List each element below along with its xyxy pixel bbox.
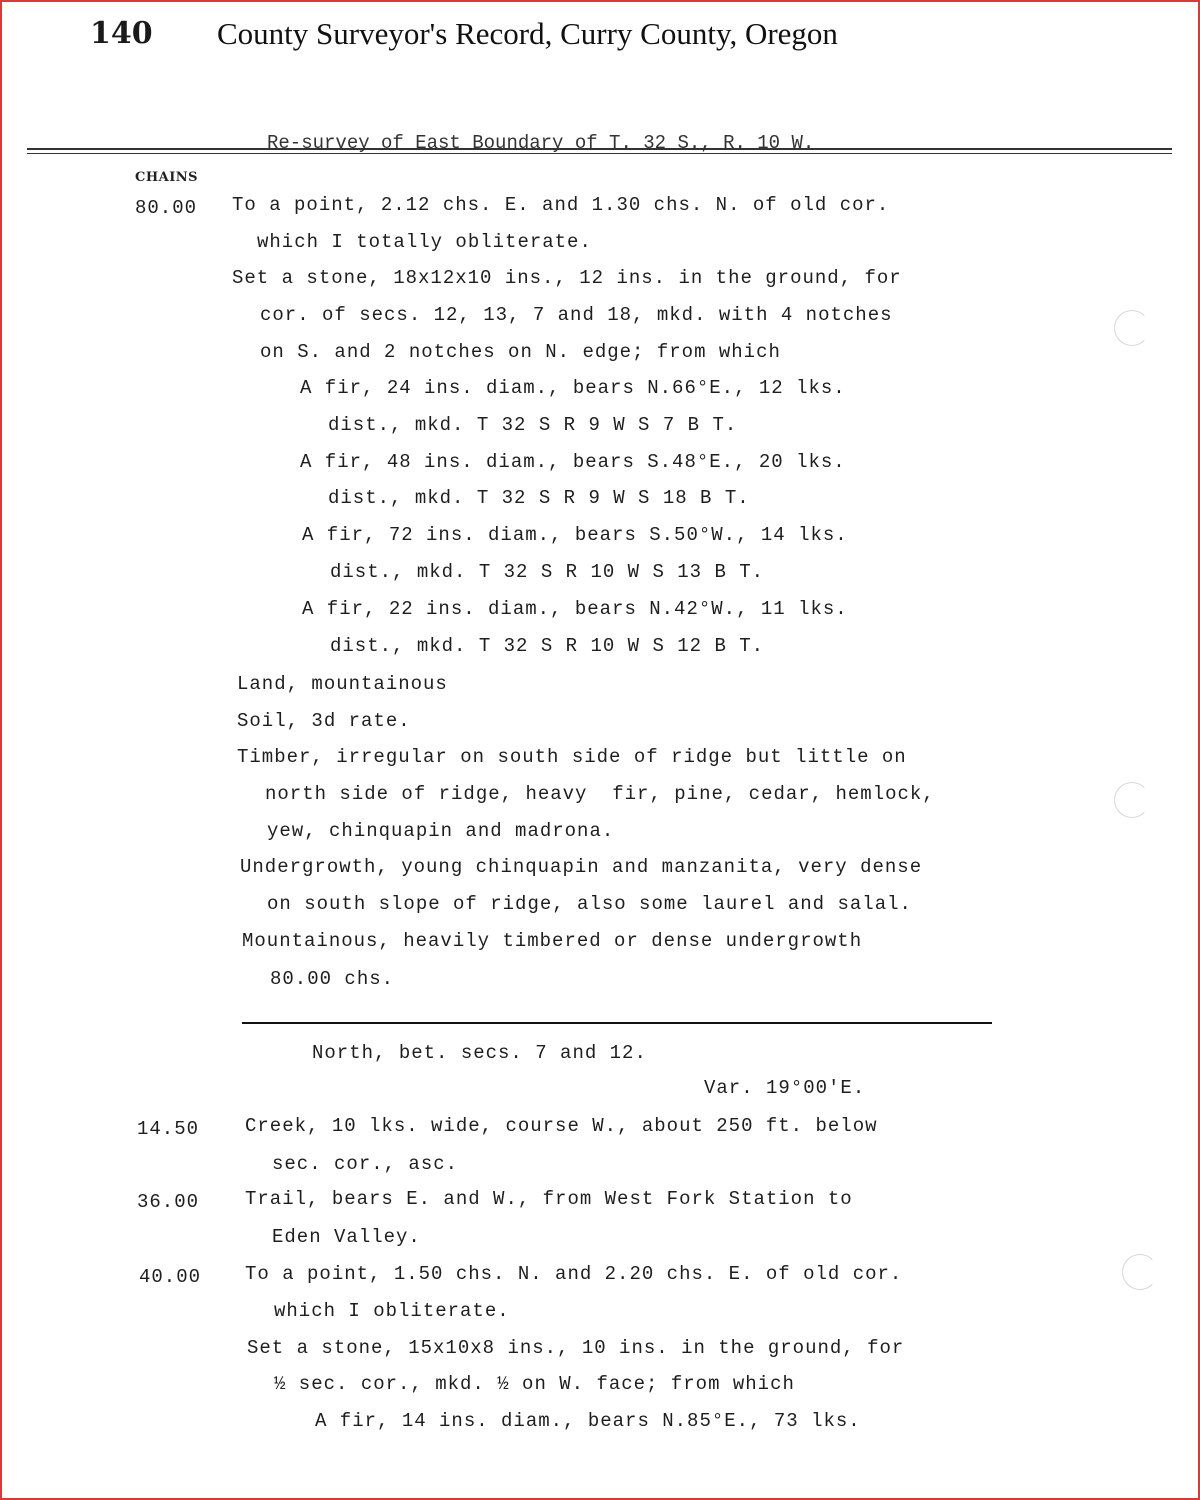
chains-value: 14.50 <box>137 1118 200 1140</box>
punch-hole-mark <box>1114 310 1150 346</box>
chains-value: 40.00 <box>139 1266 202 1288</box>
entry-line: Eden Valley. <box>272 1226 421 1248</box>
bearing-tree-line: A fir, 24 ins. diam., bears N.66°E., 12 lks. <box>300 377 846 399</box>
entry-line: To a point, 2.12 chs. E. and 1.30 chs. N. of old cor. <box>232 194 890 216</box>
punch-hole-mark <box>1114 782 1150 818</box>
entry-line: Trail, bears E. and W., from West Fork Station to <box>245 1188 853 1210</box>
bearing-tree-line: A fir, 48 ins. diam., bears S.48°E., 20 lks. <box>300 451 846 473</box>
variation: Var. 19°00'E. <box>704 1077 866 1099</box>
header-rule-second <box>27 153 1172 154</box>
description-line: yew, chinquapin and madrona. <box>267 820 615 842</box>
punch-hole-mark <box>1122 1254 1158 1290</box>
chains-value: 80.00 <box>135 197 198 219</box>
description-line: north side of ridge, heavy fir, pine, cedar, hemlock, <box>265 783 935 805</box>
description-line: Timber, irregular on south side of ridge but little on <box>237 746 907 768</box>
description-line: Mountainous, heavily timbered or dense undergrowth <box>242 930 863 952</box>
description-line: on south slope of ridge, also some laurel and salal. <box>267 893 912 915</box>
entry-line: Creek, 10 lks. wide, course W., about 250 ft. below <box>245 1115 878 1137</box>
description-line: 80.00 chs. <box>270 968 395 990</box>
entry-line: To a point, 1.50 chs. N. and 2.20 chs. E. of old cor. <box>245 1263 903 1285</box>
bearing-tree-line: dist., mkd. T 32 S R 9 W S 7 B T. <box>328 414 738 436</box>
bearing-tree-line: dist., mkd. T 32 S R 9 W S 18 B T. <box>328 487 750 509</box>
bearing-tree-line: A fir, 72 ins. diam., bears S.50°W., 14 lks. <box>302 524 848 546</box>
section-divider <box>242 1022 992 1024</box>
description-line: Soil, 3d rate. <box>237 710 411 732</box>
header-rule <box>27 148 1172 150</box>
description-line: Undergrowth, young chinquapin and manzanita, very dense <box>240 856 923 878</box>
column-heading: CHAINS <box>135 170 199 185</box>
stone-line: ½ sec. cor., mkd. ½ on W. face; from which <box>274 1373 795 1395</box>
entry-line: sec. cor., asc. <box>272 1153 459 1175</box>
stone-line: cor. of secs. 12, 13, 7 and 18, mkd. with 4 notches <box>260 304 893 326</box>
stone-line: on S. and 2 notches on N. edge; from which <box>260 341 781 363</box>
course-heading: North, bet. secs. 7 and 12. <box>312 1042 647 1064</box>
bearing-tree-line: dist., mkd. T 32 S R 10 W S 12 B T. <box>330 635 765 657</box>
chains-value: 36.00 <box>137 1191 200 1213</box>
stone-line: Set a stone, 15x10x8 ins., 10 ins. in the ground, for <box>247 1337 905 1359</box>
page-number: 140 <box>90 16 153 51</box>
stone-line: Set a stone, 18x12x10 ins., 12 ins. in the ground, for <box>232 267 902 289</box>
bearing-tree-line: A fir, 14 ins. diam., bears N.85°E., 73 lks. <box>315 1410 861 1432</box>
description-line: Land, mountainous <box>237 673 448 695</box>
section-title: Re-survey of East Boundary of T. 32 S., R. 10 W. <box>267 132 815 154</box>
running-head: County Surveyor's Record, Curry County, Oregon <box>217 16 838 51</box>
entry-line: which I obliterate. <box>274 1300 510 1322</box>
bearing-tree-line: dist., mkd. T 32 S R 10 W S 13 B T. <box>330 561 765 583</box>
bearing-tree-line: A fir, 22 ins. diam., bears N.42°W., 11 lks. <box>302 598 848 620</box>
entry-line: which I totally obliterate. <box>257 231 592 253</box>
